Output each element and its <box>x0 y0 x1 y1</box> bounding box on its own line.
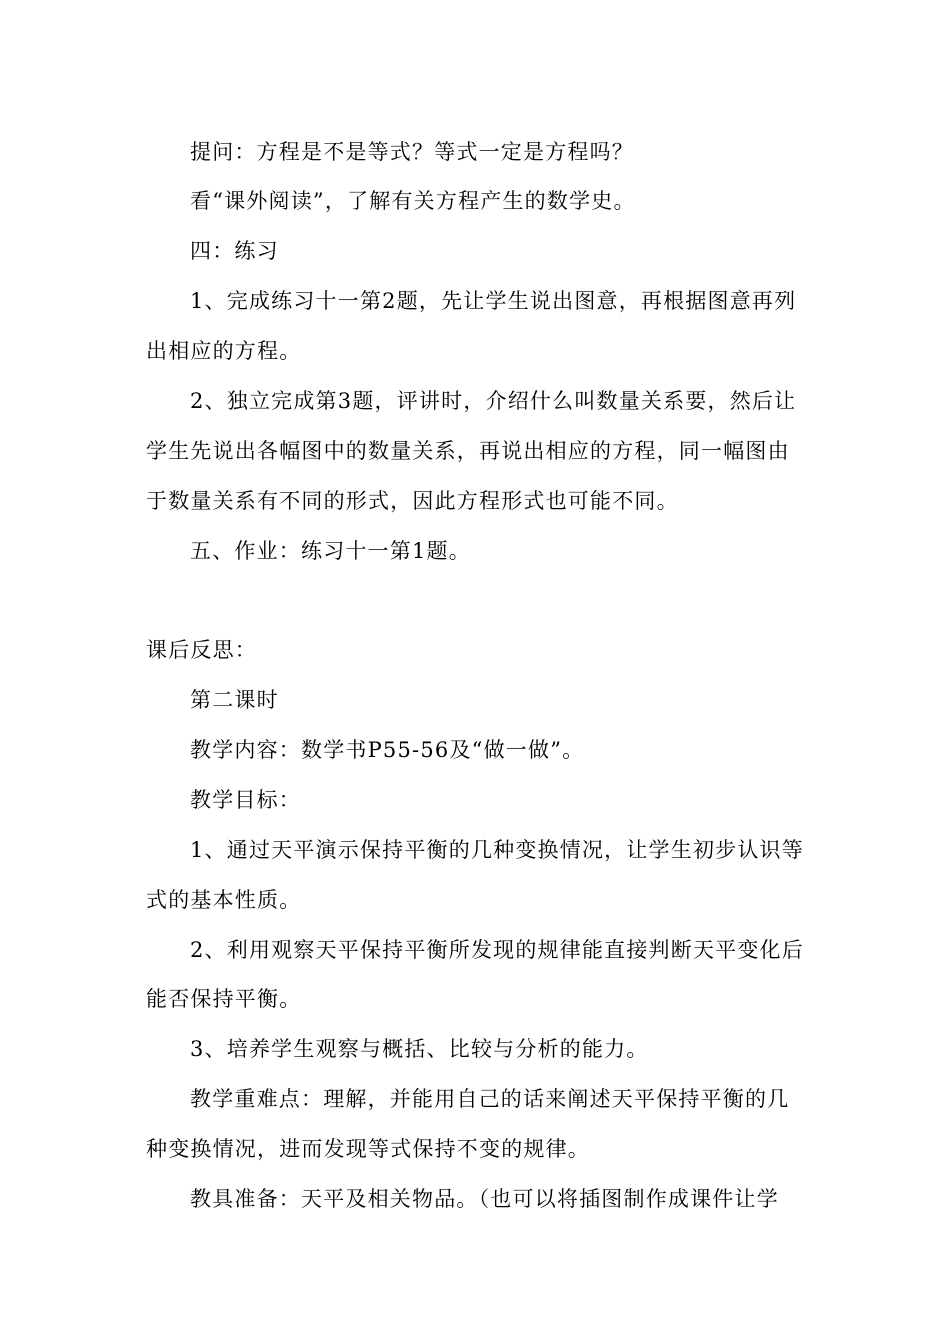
goal-1-line-1: 1、通过天平演示保持平衡的几种变换情况，让学生初步认识等 <box>190 838 804 862</box>
practice-item-1-line-1: 1、完成练习十一第2题，先让学生说出图意，再根据图意再列 <box>190 289 797 313</box>
reflection-heading: 课后反思： <box>146 638 257 662</box>
goal-2-line-1: 2、利用观察天平保持平衡所发现的规律能直接判断天平变化后 <box>190 938 804 962</box>
practice-item-2-line-2: 学生先说出各幅图中的数量关系，再说出相应的方程，同一幅图由 <box>146 439 790 463</box>
homework-line: 五、作业：练习十一第1题。 <box>190 539 471 563</box>
teaching-goals-heading: 教学目标： <box>190 788 301 812</box>
teaching-content-line: 教学内容：数学书P55-56及“做一做”。 <box>190 738 585 762</box>
goal-2-line-2: 能否保持平衡。 <box>146 987 302 1011</box>
teaching-aids-line: 教具准备：天平及相关物品。（也可以将插图制作成课件让学 <box>190 1187 779 1211</box>
section-heading-practice: 四：练习 <box>190 239 279 263</box>
goal-1-line-2: 式的基本性质。 <box>146 888 302 912</box>
lesson-two-title: 第二课时 <box>190 688 279 712</box>
reading-line: 看“课外阅读”，了解有关方程产生的数学史。 <box>190 189 636 213</box>
practice-item-2-line-3: 于数量关系有不同的形式，因此方程形式也可能不同。 <box>146 489 679 513</box>
question-line: 提问：方程是不是等式？等式一定是方程吗？ <box>190 140 634 164</box>
key-points-line-2: 种变换情况，进而发现等式保持不变的规律。 <box>146 1137 590 1161</box>
goal-3-line: 3、培养学生观察与概括、比较与分析的能力。 <box>190 1037 649 1061</box>
practice-item-2-line-1: 2、独立完成第3题，评讲时，介绍什么叫数量关系要，然后让 <box>190 389 797 413</box>
practice-item-1-line-2: 出相应的方程。 <box>146 339 302 363</box>
key-points-line-1: 教学重难点：理解，并能用自己的话来阐述天平保持平衡的几 <box>190 1087 790 1111</box>
